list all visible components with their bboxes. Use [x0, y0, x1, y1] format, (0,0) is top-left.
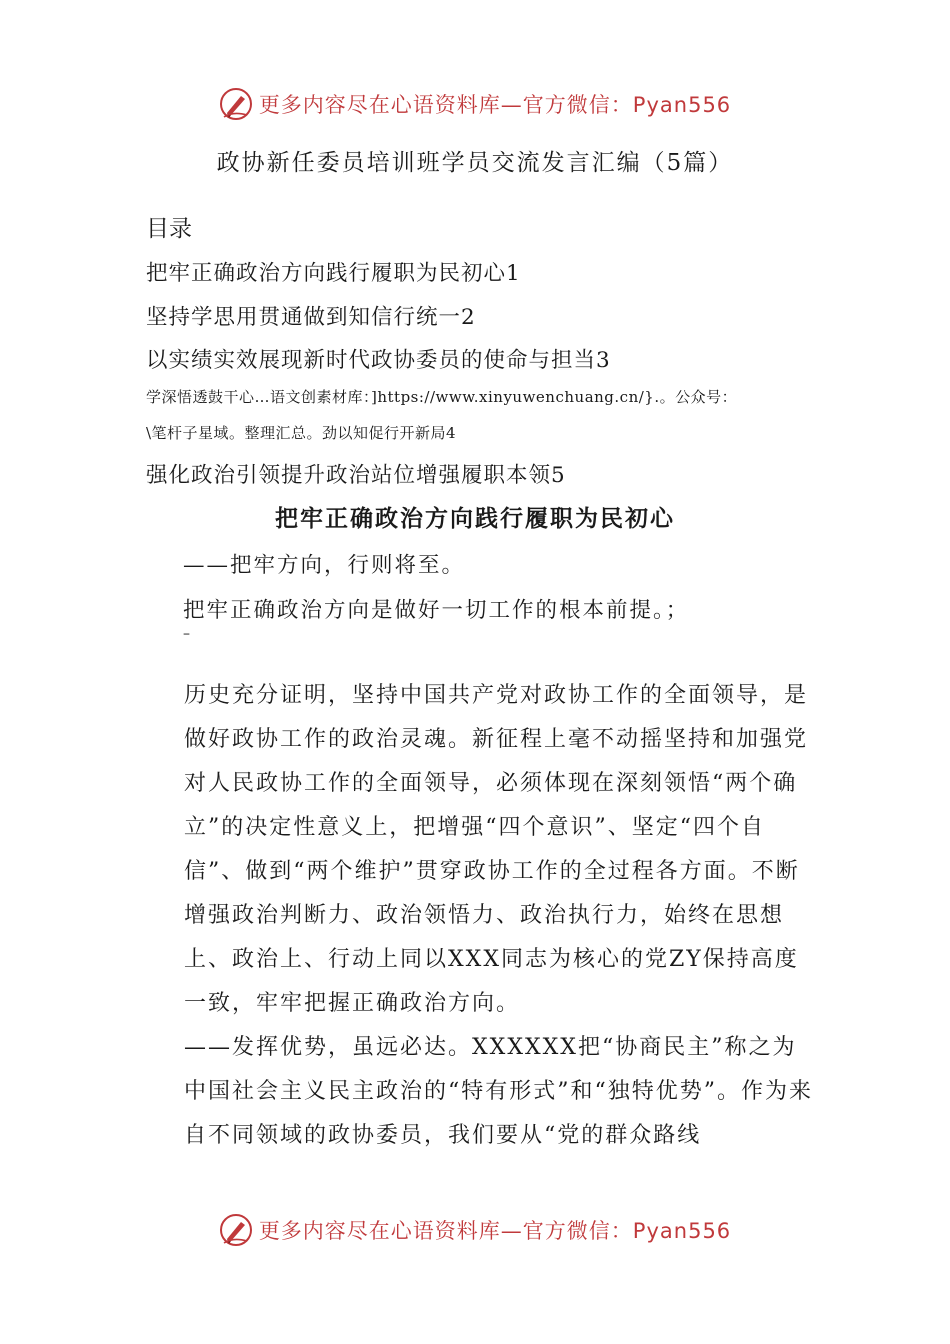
toc-entry: 以实绩实效展现新时代政协委员的使命与担当3 — [146, 348, 611, 373]
pen-logo-icon — [219, 87, 253, 121]
toc-entry: 强化政治引领提升政治站位增强履职本领5 — [146, 463, 566, 488]
toc-heading: 目录 — [146, 216, 192, 242]
toc-entry-small: \笔杆子星域。整理汇总。劲以知促行开新局4 — [146, 424, 457, 442]
intro-line: ——把牢方向，行则将至。 — [183, 553, 466, 578]
toc-entry: 坚持学思用贯通做到知信行统一2 — [146, 305, 476, 330]
toc-entry-small: 学深悟透鼓干心…语文创素材库：]https://www.xinyuwenchuang.cn/}.。公众号： — [146, 388, 738, 406]
body-text — [146, 674, 818, 1158]
intro-line: 把牢正确政治方向是做好一切工作的根本前提。； — [183, 598, 690, 623]
watermark-banner-bottom — [0, 1210, 950, 1250]
toc-entry: 把牢正确政治方向践行履职为民初心1 — [146, 261, 521, 286]
watermark-banner-top — [0, 84, 950, 124]
document-title: 政协新任委员培训班学员交流发言汇编（5篇） — [216, 150, 734, 176]
body-paragraph: ——发挥优势，虽远必达。XXXXXX把“协商民主”称之为中国社会主义民主政治的“特有形式”和“独特优势”。作为来自不同领域的政协委员，我们要从“党的群众路线 — [184, 1035, 813, 1148]
dash-mark: – — [183, 626, 190, 642]
watermark-text: 更多内容尽在心语资料库—官方微信：Pyan556 — [258, 93, 732, 117]
body-paragraph: 历史充分证明，坚持中国共产党对政协工作的全面领导，是做好政协工作的政治灵魂。新征程上毫不动摇坚持和加强党对人民政协工作的全面领导，必须体现在深刻领悟“两个确立”的决定性意义上，把增强“四个意识”、坚定“四个自信”、做到“两个维护”贯穿政协工作的全过程各方面。不断增强政治判断力、政治领悟力、政治执行力，始终在思想上、政治上、行动上同以XXX同志为核心的党ZY保持高度一致，牢牢把握正确政治方向。 — [184, 683, 809, 1016]
section-title: 把牢正确政治方向践行履职为民初心 — [275, 505, 675, 532]
watermark-text: 更多内容尽在心语资料库—官方微信：Pyan556 — [258, 1219, 732, 1243]
pen-logo-icon — [219, 1213, 253, 1247]
